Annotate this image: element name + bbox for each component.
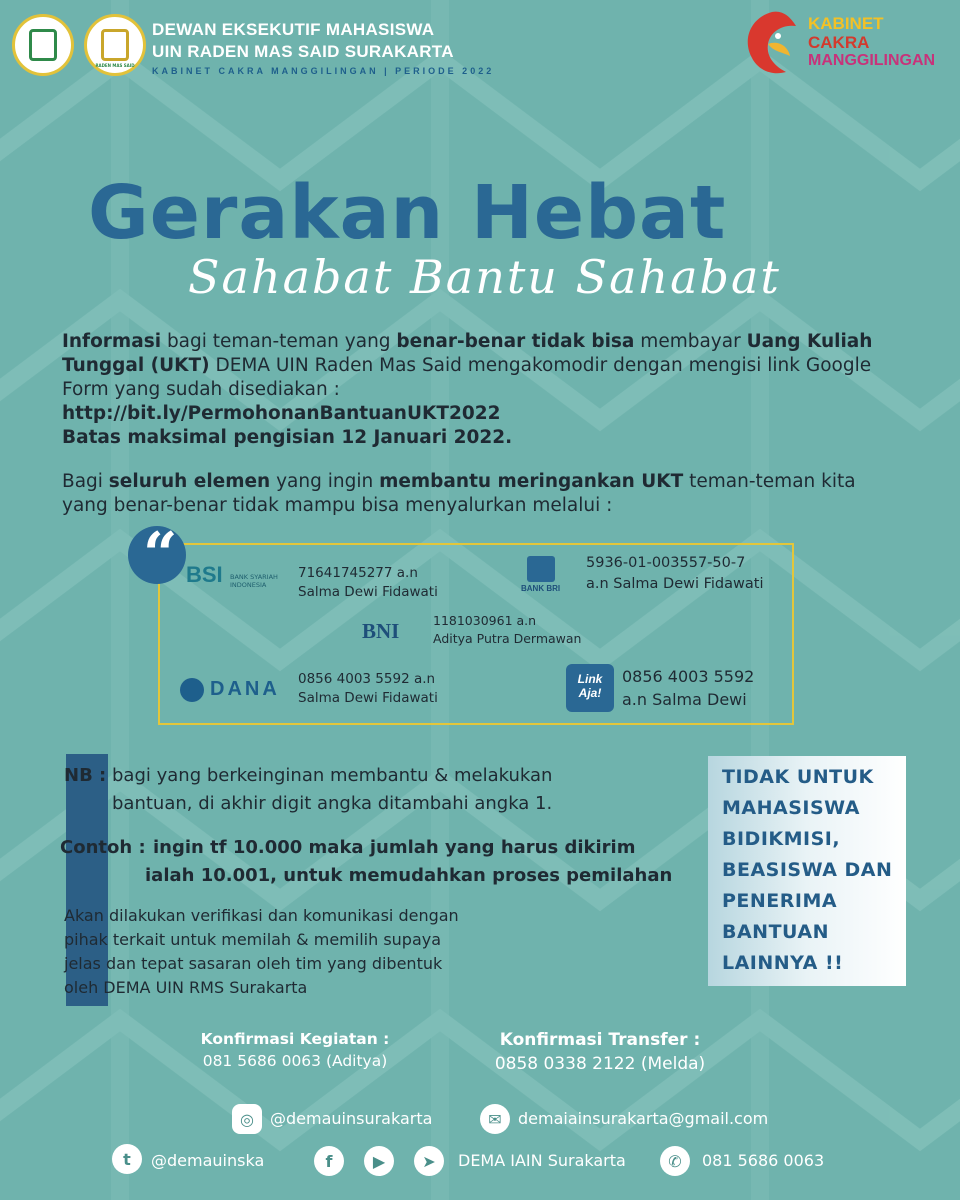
bri-holder: a.n Salma Dewi Fidawati bbox=[586, 576, 764, 592]
twitter-handle[interactable]: @demauinska bbox=[151, 1151, 265, 1170]
org-name-line1: DEWAN EKSEKUTIF MAHASISWA bbox=[152, 20, 435, 39]
appeal-text-1: Bagi bbox=[62, 471, 109, 492]
org-name-line2: UIN RADEN MAS SAID SURAKARTA bbox=[152, 42, 454, 61]
info-paragraph bbox=[62, 330, 922, 450]
dana-account bbox=[298, 670, 438, 708]
dana-logo: DANA bbox=[210, 678, 280, 700]
cabinet-name-3: MANGGILINGAN bbox=[808, 52, 936, 69]
logo-caption: RADEN MAS SAID bbox=[95, 63, 135, 68]
bri-logo: BANK BRI bbox=[521, 584, 561, 593]
info-text-1: bagi teman-teman yang bbox=[161, 331, 397, 352]
channel-name[interactable]: DEMA IAIN Surakarta bbox=[458, 1151, 626, 1170]
bri-number: 5936-01-003557-50-7 bbox=[586, 555, 746, 571]
info-text-2: membayar bbox=[634, 331, 747, 352]
bni-account bbox=[433, 612, 581, 648]
dana-number: 0856 4003 5592 a.n bbox=[298, 671, 436, 687]
info-text-3: DEMA UIN Raden Mas Said mengakomodir dengan mengisi link Google Form yang sudah disediakan : bbox=[62, 355, 872, 400]
cabinet-bird-icon bbox=[738, 8, 806, 80]
telegram-icon[interactable]: ➤ bbox=[414, 1146, 444, 1176]
uin-logo bbox=[12, 14, 74, 76]
verification-text bbox=[64, 904, 459, 1000]
form-link[interactable]: http://bit.ly/PermohonanBantuanUKT2022 bbox=[62, 403, 501, 424]
page-subtitle: Sahabat Bantu Sahabat bbox=[188, 250, 781, 304]
email-address[interactable]: demaiainsurakarta@gmail.com bbox=[518, 1109, 769, 1128]
konfirmasi-transfer bbox=[482, 1030, 718, 1074]
contoh-label: Contoh : bbox=[60, 837, 146, 858]
bri-logo-icon bbox=[527, 556, 555, 582]
nb-label: NB : bbox=[64, 765, 107, 786]
page-title: Gerakan Hebat bbox=[88, 170, 727, 256]
instagram-handle[interactable]: @demauinsurakarta bbox=[270, 1109, 433, 1128]
dana-holder: Salma Dewi Fidawati bbox=[298, 690, 438, 706]
kegiatan-label: Konfirmasi Kegiatan : bbox=[200, 1030, 390, 1048]
instagram-icon[interactable]: ◎ bbox=[232, 1104, 262, 1134]
deadline-text: Batas maksimal pengisian 12 Januari 2022. bbox=[62, 427, 513, 448]
transfer-label: Konfirmasi Transfer : bbox=[499, 1030, 701, 1050]
bsi-holder: Salma Dewi Fidawati bbox=[298, 584, 438, 600]
youtube-icon[interactable]: ▶ bbox=[364, 1146, 394, 1176]
dema-logo bbox=[84, 14, 146, 76]
transfer-value: 0858 0338 2122 (Melda) bbox=[494, 1054, 706, 1074]
linkaja-account bbox=[622, 665, 754, 711]
verif-line-1: Akan dilakukan verifikasi dan komunikasi dengan bbox=[64, 906, 459, 925]
linkaja-holder: a.n Salma Dewi bbox=[622, 690, 747, 709]
info-bold-2: benar-benar tidak bisa bbox=[396, 331, 635, 352]
appeal-paragraph bbox=[62, 470, 902, 518]
notice-line-1: TIDAK UNTUK bbox=[722, 766, 874, 788]
bsi-account bbox=[298, 564, 438, 602]
contoh-line1: ingin tf 10.000 maka jumlah yang harus dikirim bbox=[153, 837, 636, 858]
kegiatan-value: 081 5686 0063 (Aditya) bbox=[202, 1052, 388, 1070]
bni-holder: Aditya Putra Dermawan bbox=[433, 631, 582, 646]
info-bold-1: Informasi bbox=[62, 331, 162, 352]
notice-line-4: BEASISWA DAN bbox=[722, 859, 893, 881]
bri-account bbox=[586, 553, 763, 595]
whatsapp-icon[interactable]: ✆ bbox=[660, 1146, 690, 1176]
quote-mark: “ bbox=[143, 520, 178, 590]
appeal-bold-2: membantu meringankan UKT bbox=[379, 471, 684, 492]
linkaja-logo bbox=[566, 664, 614, 712]
whatsapp-number[interactable]: 081 5686 0063 bbox=[702, 1151, 825, 1170]
konfirmasi-kegiatan bbox=[190, 1030, 400, 1070]
appeal-text-3: teman-teman kita yang benar-benar tidak mampu bisa menyalurkan melalui : bbox=[62, 471, 856, 516]
notice-line-6: BANTUAN bbox=[722, 921, 829, 943]
notice-line-5: PENERIMA bbox=[722, 890, 838, 912]
email-icon[interactable]: ✉ bbox=[480, 1104, 510, 1134]
verif-line-3: jelas dan tepat sasaran oleh tim yang dibentuk bbox=[64, 954, 443, 973]
twitter-icon[interactable]: t bbox=[112, 1144, 142, 1174]
bsi-logo: BSI bbox=[186, 562, 223, 587]
nb-line1: bagi yang berkeinginan membantu & melakukan bbox=[112, 765, 553, 786]
bni-logo: BNI bbox=[362, 619, 400, 643]
appeal-text-2: yang ingin bbox=[270, 471, 380, 492]
contoh-line2: ialah 10.001, untuk memudahkan proses pemilahan bbox=[145, 865, 673, 886]
cabinet-name-1: KABINET bbox=[808, 14, 884, 33]
org-period: KABINET CAKRA MANGGILINGAN | PERIODE 2022 bbox=[152, 66, 495, 76]
appeal-bold-1: seluruh elemen bbox=[108, 471, 271, 492]
verif-line-4: oleh DEMA UIN RMS Surakarta bbox=[64, 978, 308, 997]
verif-line-2: pihak terkait untuk memilah & memilih supaya bbox=[64, 930, 442, 949]
dana-logo-icon bbox=[180, 678, 204, 702]
notice-box bbox=[708, 756, 906, 986]
info-bold-3: Uang Kuliah Tunggal (UKT) bbox=[62, 331, 873, 376]
linkaja-logo-l2: Aja! bbox=[578, 686, 602, 700]
notice-line-3: BIDIKMISI, bbox=[722, 828, 841, 850]
bsi-number: 71641745277 a.n bbox=[298, 565, 418, 581]
cabinet-name-2: CAKRA bbox=[808, 33, 870, 52]
facebook-icon[interactable]: f bbox=[314, 1146, 344, 1176]
notice-line-7: LAINNYA !! bbox=[722, 952, 844, 974]
notice-line-2: MAHASISWA bbox=[722, 797, 860, 819]
linkaja-logo-l1: Link bbox=[577, 672, 603, 686]
bsi-logo-sub: BANK SYARIAH INDONESIA bbox=[230, 573, 278, 589]
nb-line2: bantuan, di akhir digit angka ditambahi angka 1. bbox=[112, 793, 553, 814]
bni-number: 1181030961 a.n bbox=[433, 613, 537, 628]
linkaja-number: 0856 4003 5592 bbox=[622, 667, 755, 686]
